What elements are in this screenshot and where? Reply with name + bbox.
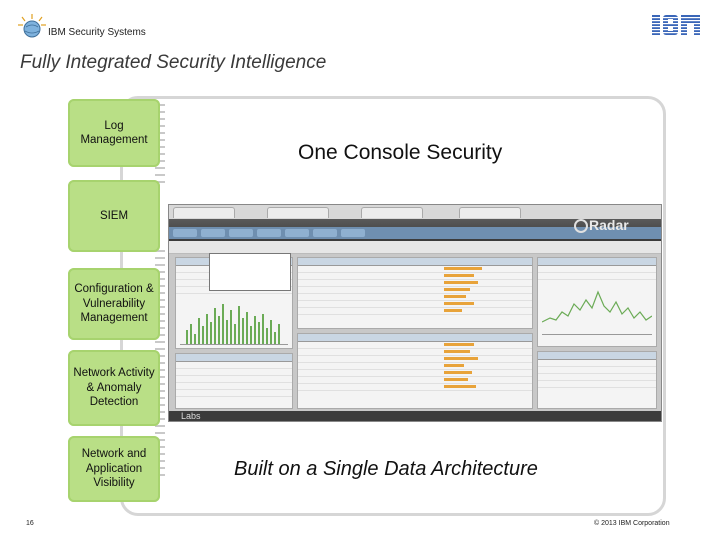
panel-row xyxy=(538,367,656,374)
offense-row xyxy=(298,273,532,280)
offense-row xyxy=(298,342,532,349)
offense-row xyxy=(298,377,532,384)
panel-row xyxy=(538,374,656,381)
flow-line-chart xyxy=(542,282,652,334)
page-number: 16 xyxy=(26,520,34,527)
tile-siem xyxy=(68,180,160,252)
nav-item xyxy=(341,229,365,237)
panel-row xyxy=(176,390,292,397)
offense-row xyxy=(298,280,532,287)
architecture-heading: Built on a Single Data Architecture xyxy=(234,458,538,480)
panel-row xyxy=(176,376,292,383)
nav-item xyxy=(285,229,309,237)
panel-header xyxy=(176,354,292,362)
ibm-security-globe-icon xyxy=(18,14,46,40)
offense-row xyxy=(298,363,532,370)
tile-configuration-vulnerability xyxy=(68,268,160,340)
tile-label: Configuration & Vulnerability Management xyxy=(74,283,154,325)
browser-tab xyxy=(361,207,423,218)
tile-label: Network and Application Visibility xyxy=(81,448,147,490)
slide-title: Fully Integrated Security Intelligence xyxy=(20,52,327,73)
most-recent-offenses-panel xyxy=(297,333,533,409)
top-category-types-panel xyxy=(537,351,657,409)
qradar-dashboard-screenshot xyxy=(168,204,662,422)
tile-network-anomaly xyxy=(68,350,160,426)
panel-row xyxy=(176,369,292,376)
nav-item xyxy=(201,229,225,237)
tile-network-application-visibility xyxy=(68,436,160,502)
console-heading: One Console Security xyxy=(298,141,503,164)
nav-item xyxy=(257,229,281,237)
most-severe-offenses-panel xyxy=(297,257,533,329)
offense-row xyxy=(298,266,532,273)
panel-header xyxy=(538,352,656,360)
dashboard-panel xyxy=(175,353,293,409)
offense-row xyxy=(298,294,532,301)
panel-header xyxy=(298,258,532,266)
browser-tab xyxy=(459,207,521,218)
traffic-chart xyxy=(180,296,288,345)
browser-tab xyxy=(267,207,329,218)
tile-label: Network Activity & Anomaly Detection xyxy=(73,367,155,409)
offense-row xyxy=(298,370,532,377)
brand-label: IBM Security Systems xyxy=(48,27,146,38)
labs-label: Labs xyxy=(181,411,201,421)
panel-header xyxy=(298,334,532,342)
panel-row xyxy=(176,362,292,369)
offense-row xyxy=(298,356,532,363)
nav-item xyxy=(229,229,253,237)
nav-item xyxy=(173,229,197,237)
offense-row xyxy=(298,308,532,315)
tile-label: Log Management xyxy=(80,119,148,146)
tile-label: SIEM xyxy=(99,209,129,222)
flow-chart xyxy=(542,282,652,335)
panel-row xyxy=(538,266,656,273)
ibm-striped-logo xyxy=(652,14,700,36)
radar-logo-text: Radar xyxy=(589,217,629,233)
offense-row xyxy=(298,301,532,308)
panel-header xyxy=(538,258,656,266)
tile-log-management xyxy=(68,99,160,167)
nav-item xyxy=(313,229,337,237)
flow-bias-panel xyxy=(537,257,657,347)
radar-logo-icon xyxy=(574,219,588,233)
offense-row xyxy=(298,287,532,294)
copyright: © 2013 IBM Corporation xyxy=(594,520,670,527)
panel-row xyxy=(538,381,656,388)
labs-strip xyxy=(169,411,661,422)
panel-row xyxy=(538,360,656,367)
panel-row xyxy=(176,383,292,390)
browser-tab xyxy=(173,207,235,218)
offense-row xyxy=(298,349,532,356)
panel-row xyxy=(538,273,656,280)
dashboard-dropdown-menu xyxy=(209,253,291,291)
offense-row xyxy=(298,384,532,391)
